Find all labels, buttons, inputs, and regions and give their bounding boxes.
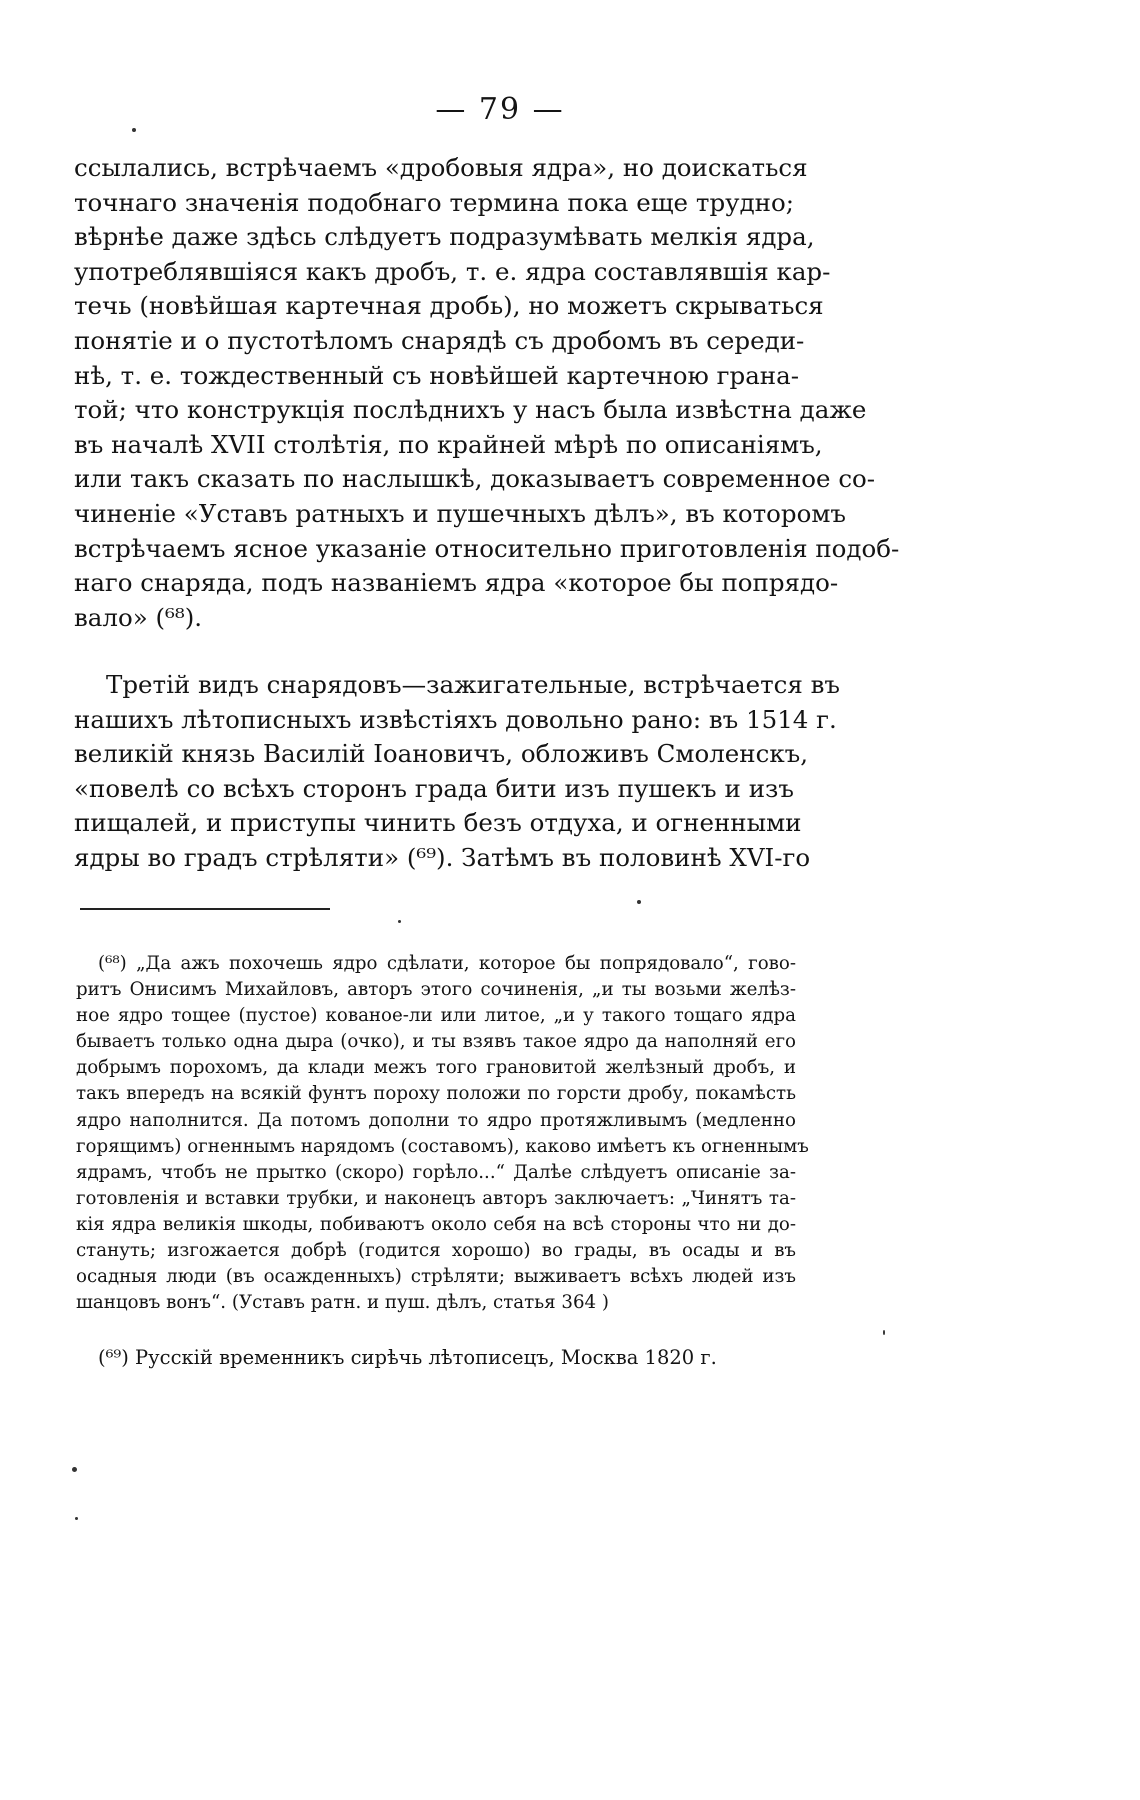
text-line: нашихъ лѣтописныхъ извѣстіяхъ довольно рано: въ 1514 г. bbox=[74, 704, 837, 734]
text-line: Третій видъ снарядовъ—зажигательные, встрѣчается въ bbox=[106, 670, 840, 699]
text-line: ядры во градъ стрѣляти» (⁶⁹). Затѣмъ въ половинѣ XVI-го bbox=[74, 842, 811, 872]
text-line: точнаго значенія подобнаго термина пока еще трудно; bbox=[74, 187, 794, 217]
footnote-line: ное ядро тощее (пустое) кованое-ли или литое, „и у такого тощаго ядра bbox=[76, 1005, 796, 1027]
paragraph-2 bbox=[74, 668, 840, 876]
text-line: ссылались, встрѣчаемъ «дробовыя ядра», но доискаться bbox=[74, 153, 808, 182]
text-line: течь (новѣйшая картечная дробь), но можетъ скрываться bbox=[74, 291, 824, 321]
footnote-69 bbox=[76, 1345, 796, 1371]
text-line: чиненіе «Уставъ ратныхъ и пушечныхъ дѣлъ», въ которомъ bbox=[74, 498, 846, 528]
footnote-line: стануть; изгожается добрѣ (годится хорошо) во грады, въ осады и въ bbox=[76, 1240, 796, 1262]
footnote-line: (⁶⁸) „Да ажъ похочешь ядро сдѣлати, которое бы попрядовало“, гово- bbox=[98, 953, 796, 974]
text-line: нѣ, т. е. тождественный съ новѣйшей картечною грана- bbox=[74, 360, 800, 390]
footnote-68 bbox=[76, 951, 809, 1316]
text-line: наго снаряда, подъ названіемъ ядра «которое бы попрядо- bbox=[74, 568, 839, 598]
footnote-line: добрымъ порохомъ, да клади межъ того грановитой желѣзный дробъ, и bbox=[76, 1057, 796, 1079]
footnote-line: горящимъ) огненнымъ нарядомъ (составомъ), каково имѣетъ къ огненнымъ bbox=[76, 1135, 809, 1157]
text-line: вѣрнѣе даже здѣсь слѣдуетъ подразумѣвать мелкія ядра, bbox=[74, 222, 815, 252]
footnote-line: ритъ Онисимъ Михайловъ, авторъ этого сочиненія, „и ты возьми желѣз- bbox=[76, 979, 796, 1001]
footnote-line: шанцовъ вонъ“. (Уставъ ратн. и пуш. дѣлъ, статья 364 ) bbox=[76, 1292, 609, 1314]
page-number: — 79 — bbox=[435, 92, 565, 127]
footnote-line: бываетъ только одна дыра (очко), и ты взявъ такое ядро да наполняй его bbox=[76, 1031, 796, 1053]
footnote-line: (⁶⁹) Русскій временникъ сирѣчь лѣтописецъ, Москва 1820 г. bbox=[98, 1346, 717, 1369]
footnote-line: такъ впередъ на всякій фунтъ пороху положи по горсти дробу, покамѣсть bbox=[76, 1083, 796, 1105]
text-line: пищалей, и приступы чинить безъ отдуха, и огненными bbox=[74, 808, 802, 838]
text-line: употреблявшіяся какъ дробъ, т. е. ядра составлявшія кар- bbox=[74, 256, 831, 286]
scan-speck bbox=[637, 900, 641, 904]
footnote-line: осадныя люди (въ осажденныхъ) стрѣляти; выживаетъ всѣхъ людей изъ bbox=[76, 1266, 796, 1288]
scan-speck bbox=[132, 128, 136, 132]
text-line: той; что конструкція послѣднихъ у насъ была извѣстна даже bbox=[74, 395, 867, 425]
footnote-line: ядро наполнится. Да потомъ дополни то ядро протяжливымъ (медленно bbox=[76, 1109, 796, 1131]
text-line: «повелѣ со всѣхъ сторонъ града бити изъ пушекъ и изъ bbox=[74, 773, 794, 803]
text-line: великій князь Василій Іоановичъ, обложивъ Смоленскъ, bbox=[74, 739, 809, 769]
scan-speck bbox=[883, 1330, 885, 1335]
text-line: встрѣчаемъ ясное указаніе относительно приготовленія подоб- bbox=[74, 533, 900, 563]
footnote-line: кія ядра великія шкоды, побиваютъ около себя на всѣ стороны что ни до- bbox=[76, 1213, 796, 1235]
text-line: понятіе и о пустотѣломъ снарядѣ съ дробомъ въ середи- bbox=[74, 325, 805, 355]
footnote-line: ядрамъ, чтобъ не прытко (скоро) горѣло...“ Далѣе слѣдуетъ описаніе за- bbox=[76, 1161, 796, 1183]
scan-speck bbox=[398, 920, 401, 923]
scan-speck bbox=[75, 1517, 78, 1520]
text-line: или такъ сказать по наслышкѣ, доказываетъ современное со- bbox=[74, 464, 876, 494]
text-line: въ началѣ XVII столѣтія, по крайней мѣрѣ по описаніямъ, bbox=[74, 429, 823, 459]
paragraph-1 bbox=[74, 151, 900, 635]
text-line: вало» (⁶⁸). bbox=[74, 602, 203, 632]
footnote-line: готовленія и вставки трубки, и наконецъ авторъ заключаетъ: „Чинятъ та- bbox=[76, 1187, 796, 1209]
scan-speck bbox=[72, 1467, 77, 1472]
footnote-separator bbox=[80, 908, 330, 910]
